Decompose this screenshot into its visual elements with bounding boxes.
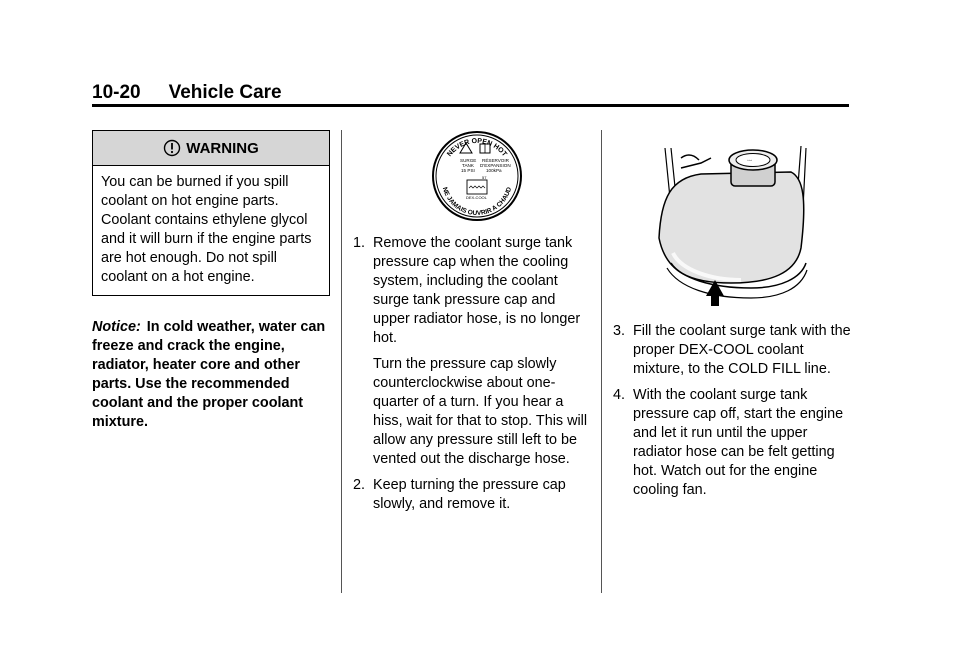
page-number: 10-20 [92,82,141,103]
warning-box [92,130,330,296]
steps-list-1 [353,234,593,514]
cap-ring-bottom: NE JAMAIS OUVRIR A CHAUD [440,186,514,218]
cap-right-label-2: D'EXPANSION [480,163,511,168]
header-rule [92,104,849,107]
page-header [92,82,282,104]
step-text: Remove the coolant surge tank pressure cap when the cooling system, including the coolant surge tank pressure cap and upper radiator hose, is no longer hot. [373,235,581,346]
cap-small-code: 57 [482,175,487,180]
column-divider-2 [601,130,602,593]
cap-left-label-3: 15 PSI [461,168,475,173]
list-item [613,386,851,500]
cap-left-label-1: SURGE [460,158,477,163]
cap-ring-top: NEVER OPEN HOT [446,137,508,159]
notice-text: In cold weather, water can freeze and crack the engine, radiator, heater core and other parts. Use the recommended coolant and the proper coolant mixture. [92,319,326,430]
svg-text:◦◦◦: ◦◦◦ [747,158,753,164]
column-middle [353,130,593,521]
cap-right-label-3: 100kPa [486,168,502,173]
section-title: Vehicle Care [168,82,282,103]
surge-tank-illustration [651,138,811,308]
step-text: Fill the coolant surge tank with the proper DEX-COOL coolant mixture, to the COLD FILL line. [633,323,851,377]
step-number: 1. [353,235,366,251]
step-text: With the coolant surge tank pressure cap off, start the engine and let it run until the upper radiator hose can be felt getting hot. Watch out for the engine cooling fan. [633,387,844,498]
list-item [613,322,851,379]
step-text: Keep turning the pressure cap slowly, and remove it. [373,477,566,512]
column-divider-1 [341,130,342,593]
warning-text: You can be burned if you spill coolant on hot engine parts. Coolant contains ethylene glycol and it will burn if the engine parts are hot enough. Do not spill coolant on a hot engine. [101,174,312,285]
list-item [353,234,593,469]
warning-icon [163,139,181,157]
cap-coolant-label: DEX-COOL [466,195,487,200]
step-extra-text: Turn the pressure cap slowly counterclockwise about one-quarter of a turn. If you hear a hiss, wait for that to stop. This will allow any pressure still left to be vented out the discharge hose. [373,356,588,467]
step-number: 3. [613,323,626,339]
warning-header [93,131,329,166]
cap-left-label-2: TANK [462,163,474,168]
step-number: 2. [353,477,366,493]
column-right [613,130,851,507]
list-item [353,476,593,514]
pressure-cap-illustration [430,130,524,222]
warning-title: WARNING [186,139,259,157]
steps-list-2 [613,322,851,500]
notice-label: Notice: [92,319,141,335]
cap-right-label-1: RÉSERVOIR [482,158,509,163]
column-left [92,130,330,432]
step-number: 4. [613,387,626,403]
notice [92,318,330,432]
